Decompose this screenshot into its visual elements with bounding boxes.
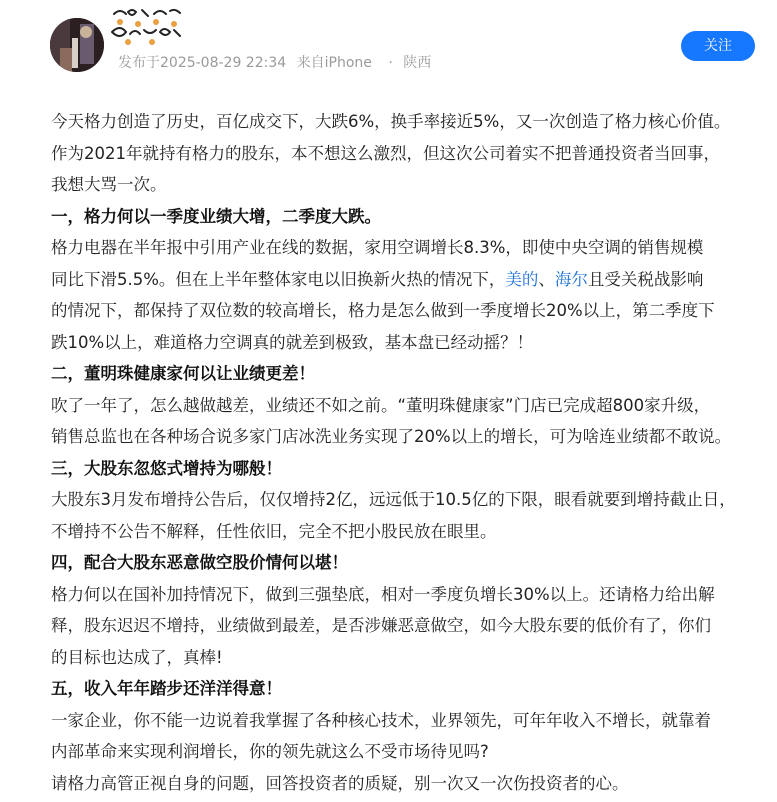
paragraph-line: 格力电器在半年报中引用产业在线的数据，家用空调增长8.3%，即使中央空调的销售规模 xyxy=(51,238,704,257)
paragraph-line: 格力何以在国补加持情况下，做到三强垫底，相对一季度负增长30%以上。还请格力给出解 xyxy=(51,584,715,604)
intro-line: 我想大骂一次。 xyxy=(51,175,167,194)
paragraph-line: 的目标也达成了，真棒! xyxy=(51,647,223,667)
section-heading: 一，格力何以一季度业绩大增，二季度大跌。 xyxy=(51,206,381,226)
paragraph-line: 大股东3月发布增持公告后，仅仅增持2亿，远远低于10.5亿的下限，眼看就要到增持截止日， xyxy=(51,490,736,509)
post-location: 陕西 xyxy=(403,55,432,71)
paragraph-line: 的情况下，都保持了双位数的较高增长，格力是怎么做到一季度增长20%以上，第二季度下 xyxy=(51,301,715,320)
section-heading: 二，董明珠健康家何以让业绩更差！ xyxy=(51,364,315,383)
intro-line: 今天格力创造了历史，百亿成交下，大跌6%，换手率接近5%，又一次创造了格力核心价值。 xyxy=(51,112,731,131)
link-separator: 、 xyxy=(538,269,555,289)
username-graphic xyxy=(108,6,188,50)
post-header xyxy=(0,0,777,92)
paragraph-line: 内部革命来实现利润增长，你的领先就这么不受市场待见吗? xyxy=(51,742,489,761)
paragraph-text: 同比下滑5.5%。但在上半年整体家电以旧换新火热的情况下， xyxy=(51,269,506,289)
paragraph-line-with-links xyxy=(51,264,775,296)
paragraph-line: 一家企业，你不能一边说着我掌握了各种核心技术，业界领先，可年年收入不增长，就靠着 xyxy=(51,710,711,730)
user-avatar[interactable] xyxy=(50,18,104,72)
link-midea[interactable]: 美的 xyxy=(505,269,539,289)
link-haier[interactable]: 海尔 xyxy=(554,269,588,289)
avatar-image xyxy=(50,18,104,72)
section-heading: 五，收入年年踏步还洋洋得意！ xyxy=(51,679,282,698)
paragraph-line: 吹了一年了，怎么越做越差，业绩还不如之前。“董明珠健康家”门店已完成超800家升级， xyxy=(51,395,711,415)
article-body xyxy=(51,106,775,799)
paragraph-line: 请格力高管正视自身的问题，回答投资者的质疑，别一次又一次伤投资者的心。 xyxy=(51,773,629,793)
paragraph-text: 且受关税战影响 xyxy=(587,269,704,289)
section-heading: 三，大股东忽悠式增持为哪般！ xyxy=(51,458,282,478)
paragraph-line: 释，股东迟迟不增持，业绩做到最差，是否涉嫌恶意做空，如今大股东要的低价有了，你们 xyxy=(51,616,711,635)
username-art[interactable] xyxy=(108,6,188,50)
post-source: 来自iPhone xyxy=(296,55,372,71)
section-heading: 四，配合大股东恶意做空股价情何以堪！ xyxy=(51,553,348,572)
paragraph-line: 跌10%以上，难道格力空调真的就差到极致，基本盘已经动摇？！ xyxy=(51,332,534,352)
meta-separator: · xyxy=(388,55,393,71)
paragraph-line: 销售总监也在各种场合说多家门店冰洗业务实现了20%以上的增长，可为啥连业绩都不敢说。 xyxy=(51,427,732,446)
intro-line: 作为2021年就持有格力的股东，本不想这么激烈，但这次公司着实不把普通投资者当回事， xyxy=(51,143,720,163)
post-meta xyxy=(118,52,437,72)
paragraph-line: 不增持不公告不解释，任性依旧，完全不把小股民放在眼里。 xyxy=(51,521,497,541)
post-time: 发布于2025-08-29 22:34 xyxy=(118,55,287,71)
follow-button[interactable]: 关注 xyxy=(681,31,755,61)
